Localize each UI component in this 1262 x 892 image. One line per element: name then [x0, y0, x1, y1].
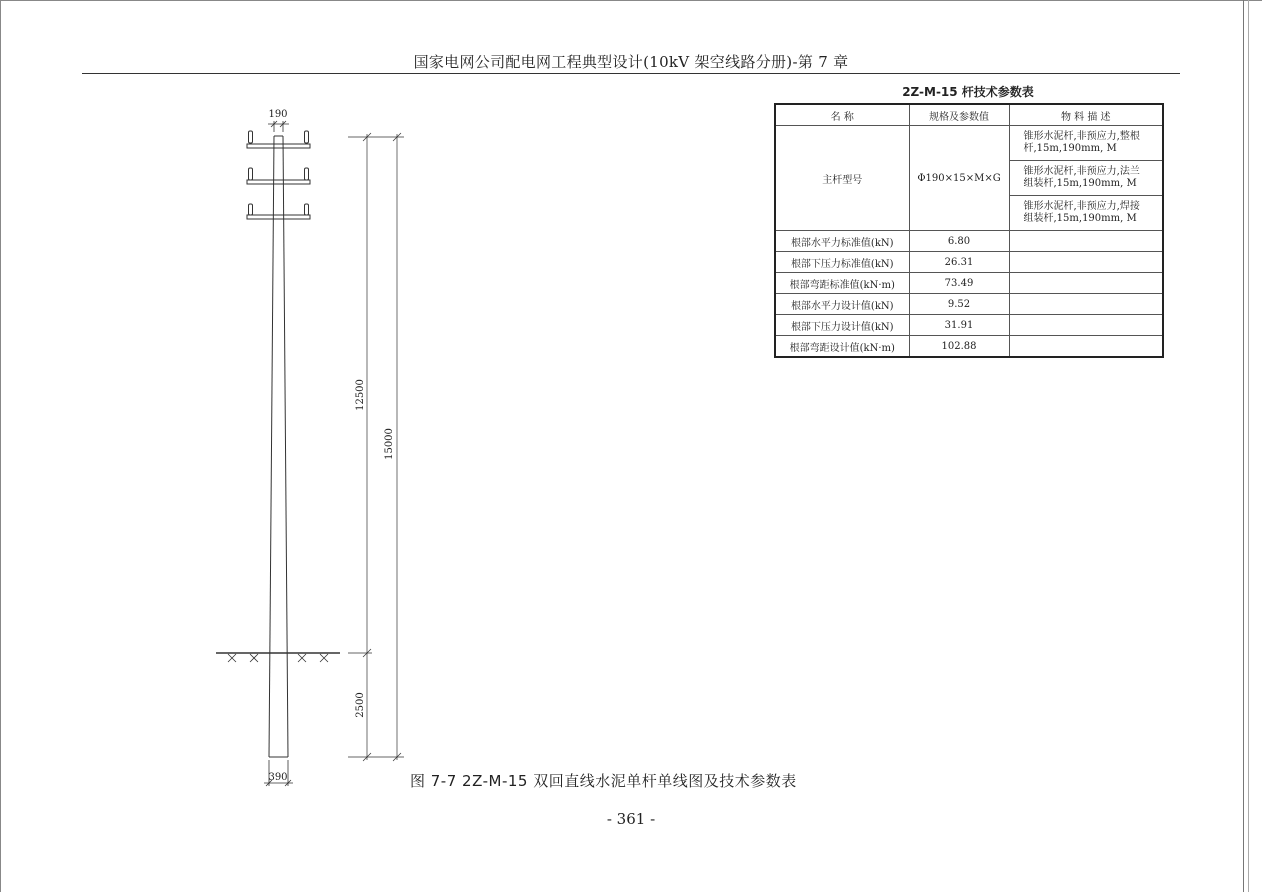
ground-hatch — [228, 654, 328, 662]
row-name-cell: 根部下压力设计值(kN) — [775, 315, 909, 336]
row-value-cell: 102.88 — [909, 336, 1009, 358]
table-caption: 2Z-M-15 杆技术参数表 — [902, 85, 1034, 99]
row-desc-cell — [1009, 315, 1163, 336]
main-pole-desc-2: 锥形水泥杆,非预应力,法兰 组装杆,15m,190mm, M — [1009, 161, 1163, 196]
top-diameter-dimension — [268, 121, 289, 132]
table-row-main-pole-1 — [775, 126, 1163, 161]
buried-depth-label: 2500 — [355, 692, 366, 718]
above-ground-length-label: 12500 — [355, 379, 366, 411]
page-header-title: 国家电网公司配电网工程典型设计(10kV 架空线路分册)-第 7 章 — [413, 53, 849, 71]
cross-arm-1 — [247, 144, 310, 148]
row-name-cell: 根部水平力标准值(kN) — [775, 231, 909, 252]
row-value-cell: 31.91 — [909, 315, 1009, 336]
page-number: - 361 - — [606, 810, 656, 828]
row-name-cell: 根部水平力设计值(kN) — [775, 294, 909, 315]
total-length-label: 15000 — [384, 428, 395, 460]
row-desc-cell — [1009, 294, 1163, 315]
parameter-table — [774, 103, 1164, 358]
length-dimensions — [348, 133, 404, 761]
main-pole-desc-1: 锥形水泥杆,非预应力,整根 杆,15m,190mm, M — [1009, 126, 1163, 161]
row-desc-cell — [1009, 273, 1163, 294]
row-name-cell: 根部弯距标准值(kN·m) — [775, 273, 909, 294]
main-pole-spec-cell: Φ190×15×M×G — [909, 126, 1009, 231]
main-pole-name-cell: 主杆型号 — [775, 126, 909, 231]
row-name-cell: 根部弯距设计值(kN·m) — [775, 336, 909, 358]
pole-left-edge — [269, 136, 274, 757]
table-row — [775, 231, 1163, 252]
table-row — [775, 273, 1163, 294]
column-header-spec: 规格及参数值 — [909, 104, 1009, 126]
row-name-cell: 根部下压力标准值(kN) — [775, 252, 909, 273]
top-diameter-label: 190 — [268, 109, 288, 120]
row-value-cell: 9.52 — [909, 294, 1009, 315]
row-value-cell: 73.49 — [909, 273, 1009, 294]
row-desc-cell — [1009, 336, 1163, 358]
row-value-cell: 26.31 — [909, 252, 1009, 273]
cross-arm-2 — [247, 180, 310, 184]
column-header-description: 物 料 描 述 — [1009, 104, 1163, 126]
table-row — [775, 294, 1163, 315]
row-desc-cell — [1009, 252, 1163, 273]
cross-arm-3 — [247, 215, 310, 219]
main-pole-desc-3: 锥形水泥杆,非预应力,焊接 组装杆,15m,190mm, M — [1009, 196, 1163, 231]
table-row — [775, 315, 1163, 336]
table-header-row — [775, 104, 1163, 126]
column-header-name: 名 称 — [775, 104, 909, 126]
figure-caption: 图 7-7 2Z-M-15 双回直线水泥单杆单线图及技术参数表 — [410, 772, 797, 790]
row-desc-cell — [1009, 231, 1163, 252]
table-row — [775, 252, 1163, 273]
pole-right-edge — [283, 136, 288, 757]
row-value-cell: 6.80 — [909, 231, 1009, 252]
bottom-diameter-label: 390 — [268, 772, 288, 783]
table-row — [775, 336, 1163, 358]
